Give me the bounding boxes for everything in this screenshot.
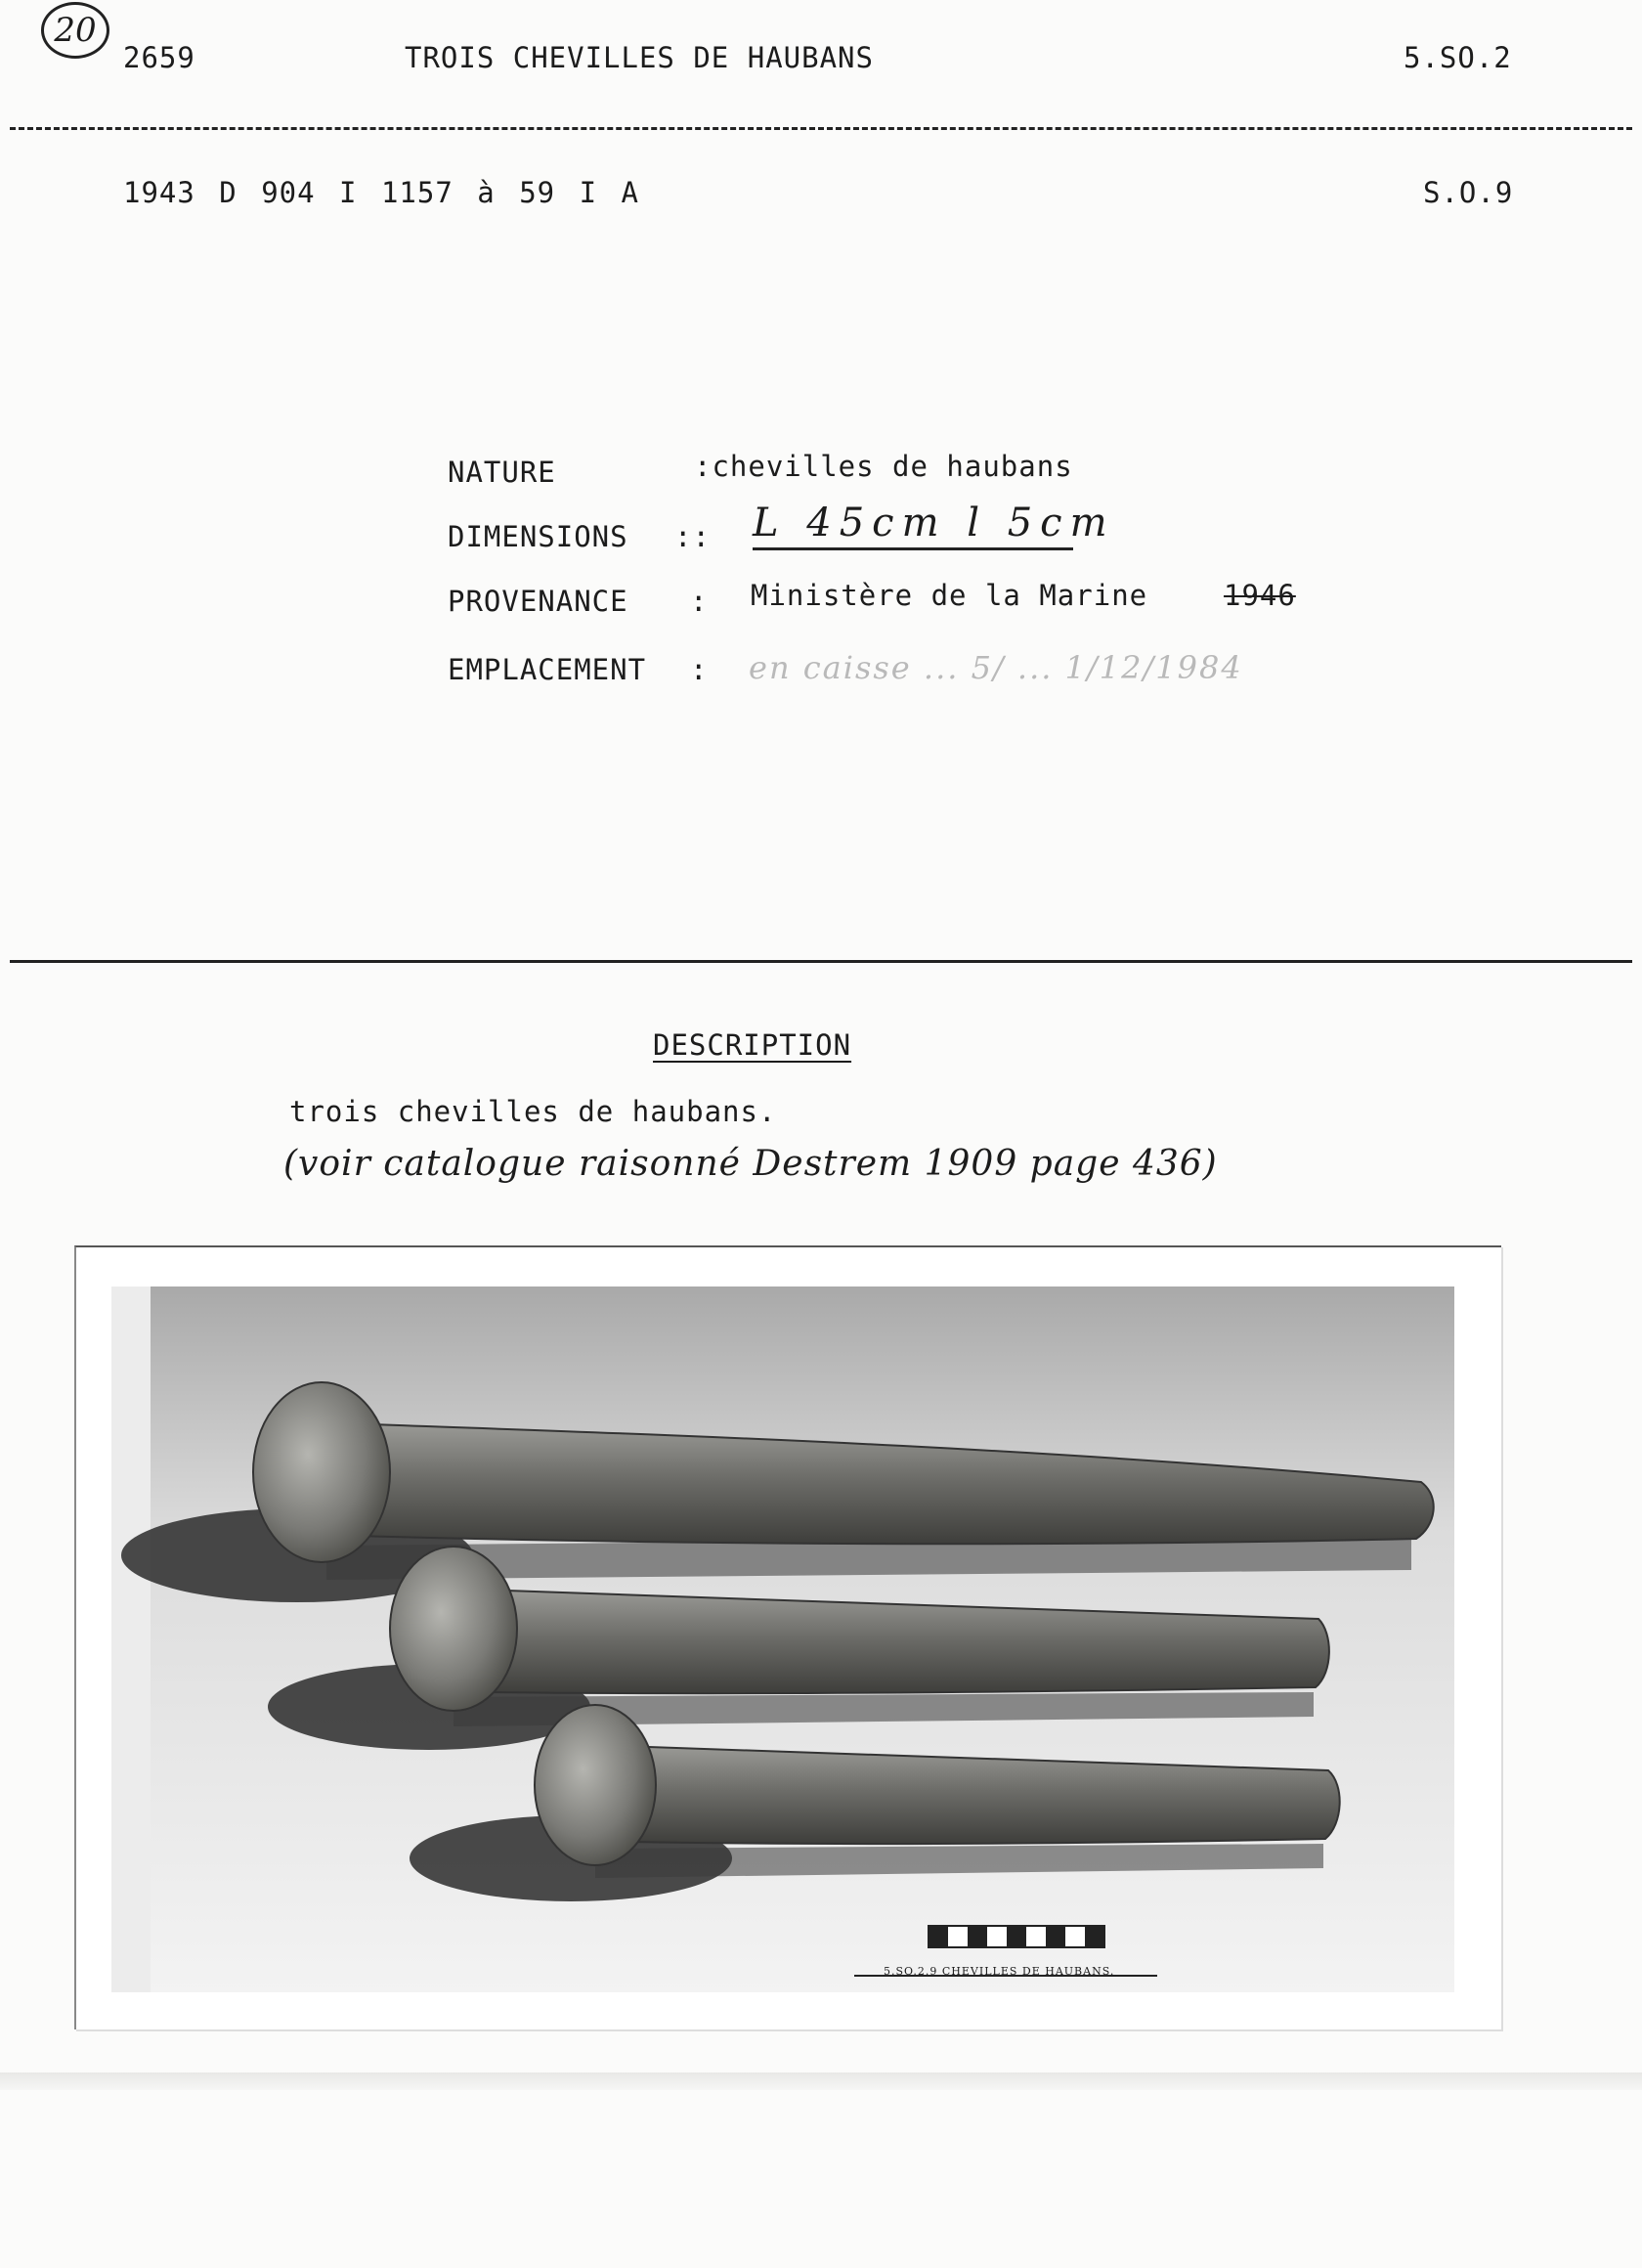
photo-label: 5.SO.2.9 CHEVILLES DE HAUBANS. [884, 1965, 1115, 1978]
circled-page-number: 20 [41, 2, 109, 59]
emplacement-separator: : [690, 653, 709, 686]
dimensions-label: DIMENSIONS [448, 520, 628, 553]
description-heading: DESCRIPTION [653, 1028, 852, 1062]
scale-ruler [929, 1926, 1104, 1947]
section-divider [10, 960, 1632, 963]
emplacement-value: en caisse ... 5/ ... 1/12/1984 [749, 649, 1243, 686]
nature-value: :chevilles de haubans [694, 450, 1073, 483]
document-title: TROIS CHEVILLES DE HAUBANS [405, 41, 874, 74]
provenance-label: PROVENANCE [448, 585, 628, 618]
nature-label: NATURE [448, 456, 556, 489]
scan-edge [0, 2072, 1642, 2090]
header-code: 5.SO.2 [1404, 41, 1512, 74]
provenance-separator: : [690, 585, 709, 618]
dashed-divider [10, 127, 1632, 130]
description-text: trois chevilles de haubans. [289, 1095, 777, 1128]
reference-entry: 1943 D 904 I 1157 à 59 I A [123, 176, 639, 209]
provenance-struck-year: 1946 [1224, 579, 1296, 612]
dimensions-value: L 45cm l 5cm [753, 501, 1073, 550]
photo-three-pegs [111, 1287, 1454, 1992]
dimensions-separator: :: [674, 520, 711, 553]
inventory-number: 2659 [123, 41, 195, 74]
description-handwritten-note: (voir catalogue raisonné Destrem 1909 page 436) [283, 1144, 1218, 1184]
provenance-value: Ministère de la Marine [751, 579, 1148, 612]
reference-code: S.O.9 [1423, 176, 1514, 209]
emplacement-label: EMPLACEMENT [448, 653, 647, 686]
